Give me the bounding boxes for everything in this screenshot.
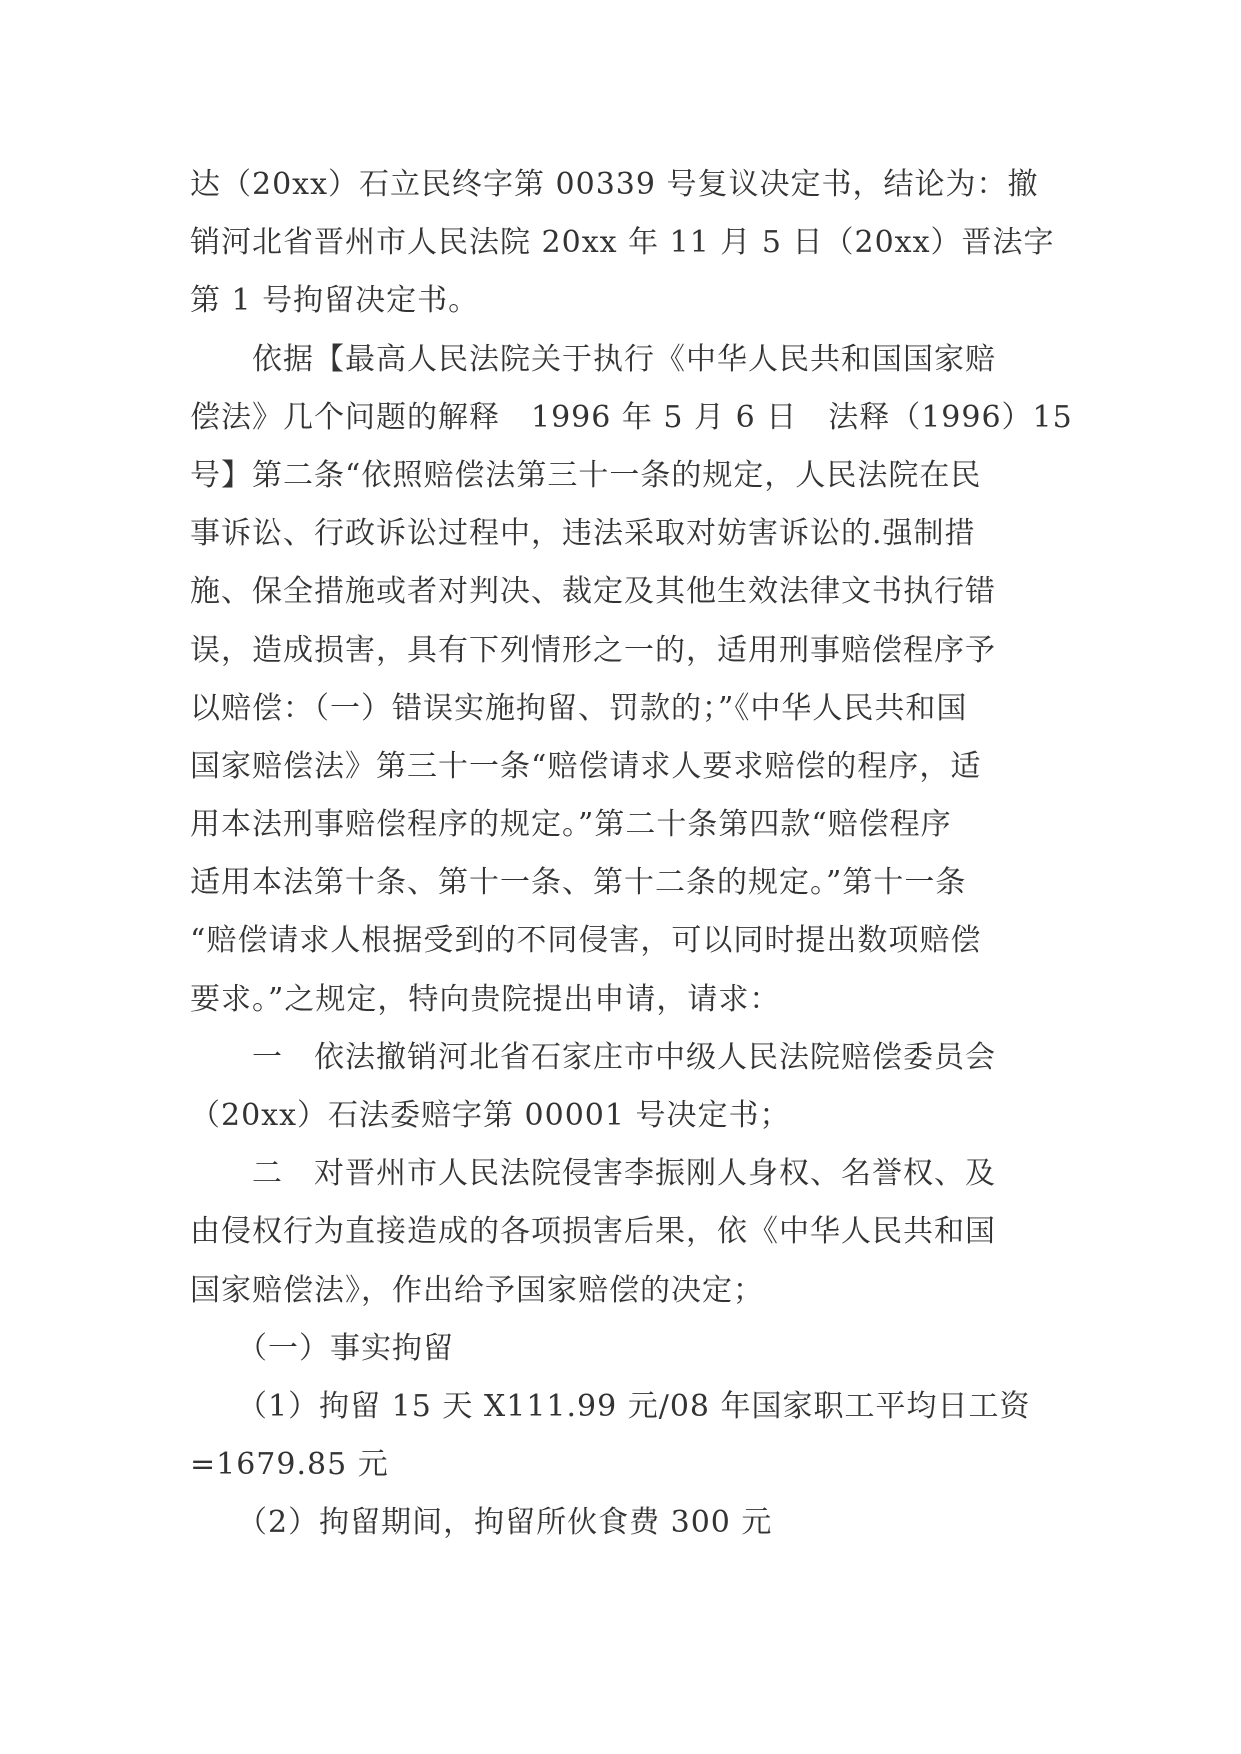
text-line: 适用本法第十条、第十一条、第十二条的规定。”第十一条 bbox=[190, 865, 967, 901]
text-line: 以赔偿：（一）错误实施拘留、罚款的；”《中华人民共和国 bbox=[190, 690, 968, 726]
text-line: 国家赔偿法》，作出给予国家赔偿的决定； bbox=[190, 1272, 764, 1308]
text-line: 误，造成损害，具有下列情形之一的，适用刑事赔偿程序予 bbox=[190, 632, 996, 668]
text-line: 第 1 号拘留决定书。 bbox=[190, 283, 480, 319]
text-line: 二 对晋州市人民法院侵害李振刚人身权、名誉权、及 bbox=[190, 1156, 996, 1192]
text-line: 用本法刑事赔偿程序的规定。”第二十条第四款“赔偿程序 bbox=[190, 807, 952, 843]
text-line: 施、保全措施或者对判决、裁定及其他生效法律文书执行错 bbox=[190, 574, 996, 610]
text-line: （1）拘留 15 天 X111.99 元/08 年国家职工平均日工资 bbox=[190, 1388, 1031, 1424]
text-line: 事诉讼、行政诉讼过程中，违法采取对妨害诉讼的.强制措 bbox=[190, 516, 976, 552]
text-line: “赔偿请求人根据受到的不同侵害，可以同时提出数项赔偿 bbox=[190, 923, 982, 959]
text-line: 达（20xx）石立民终字第 00339 号复议决定书，结论为：撤 bbox=[190, 167, 1039, 202]
text-line: 要求。”之规定，特向贵院提出申请，请求： bbox=[190, 981, 781, 1017]
text-line: （2）拘留期间，拘留所伙食费 300 元 bbox=[190, 1505, 773, 1541]
text-line: =1679.85 元 bbox=[190, 1447, 389, 1483]
text-line: 号】第二条“依照赔偿法第三十一条的规定，人民法院在民 bbox=[190, 457, 982, 493]
text-line: 偿法》几个问题的解释 1996 年 5 月 6 日 法释（1996）15 bbox=[190, 399, 1073, 435]
text-line: 依据【最高人民法院关于执行《中华人民共和国国家赔 bbox=[190, 341, 996, 377]
text-line: （20xx）石法委赔字第 00001 号决定书； bbox=[190, 1098, 791, 1133]
text-line: （一）事实拘留 bbox=[190, 1330, 454, 1366]
text-line: 由侵权行为直接造成的各项损害后果，依《中华人民共和国 bbox=[190, 1214, 996, 1250]
text-line: 销河北省晋州市人民法院 20xx 年 11 月 5 日（20xx）晋法字 bbox=[190, 225, 1055, 261]
text-line: 国家赔偿法》第三十一条“赔偿请求人要求赔偿的程序，适 bbox=[190, 748, 982, 784]
text-line: 一 依法撤销河北省石家庄市中级人民法院赔偿委员会 bbox=[190, 1039, 996, 1075]
body-text bbox=[190, 156, 1073, 1553]
